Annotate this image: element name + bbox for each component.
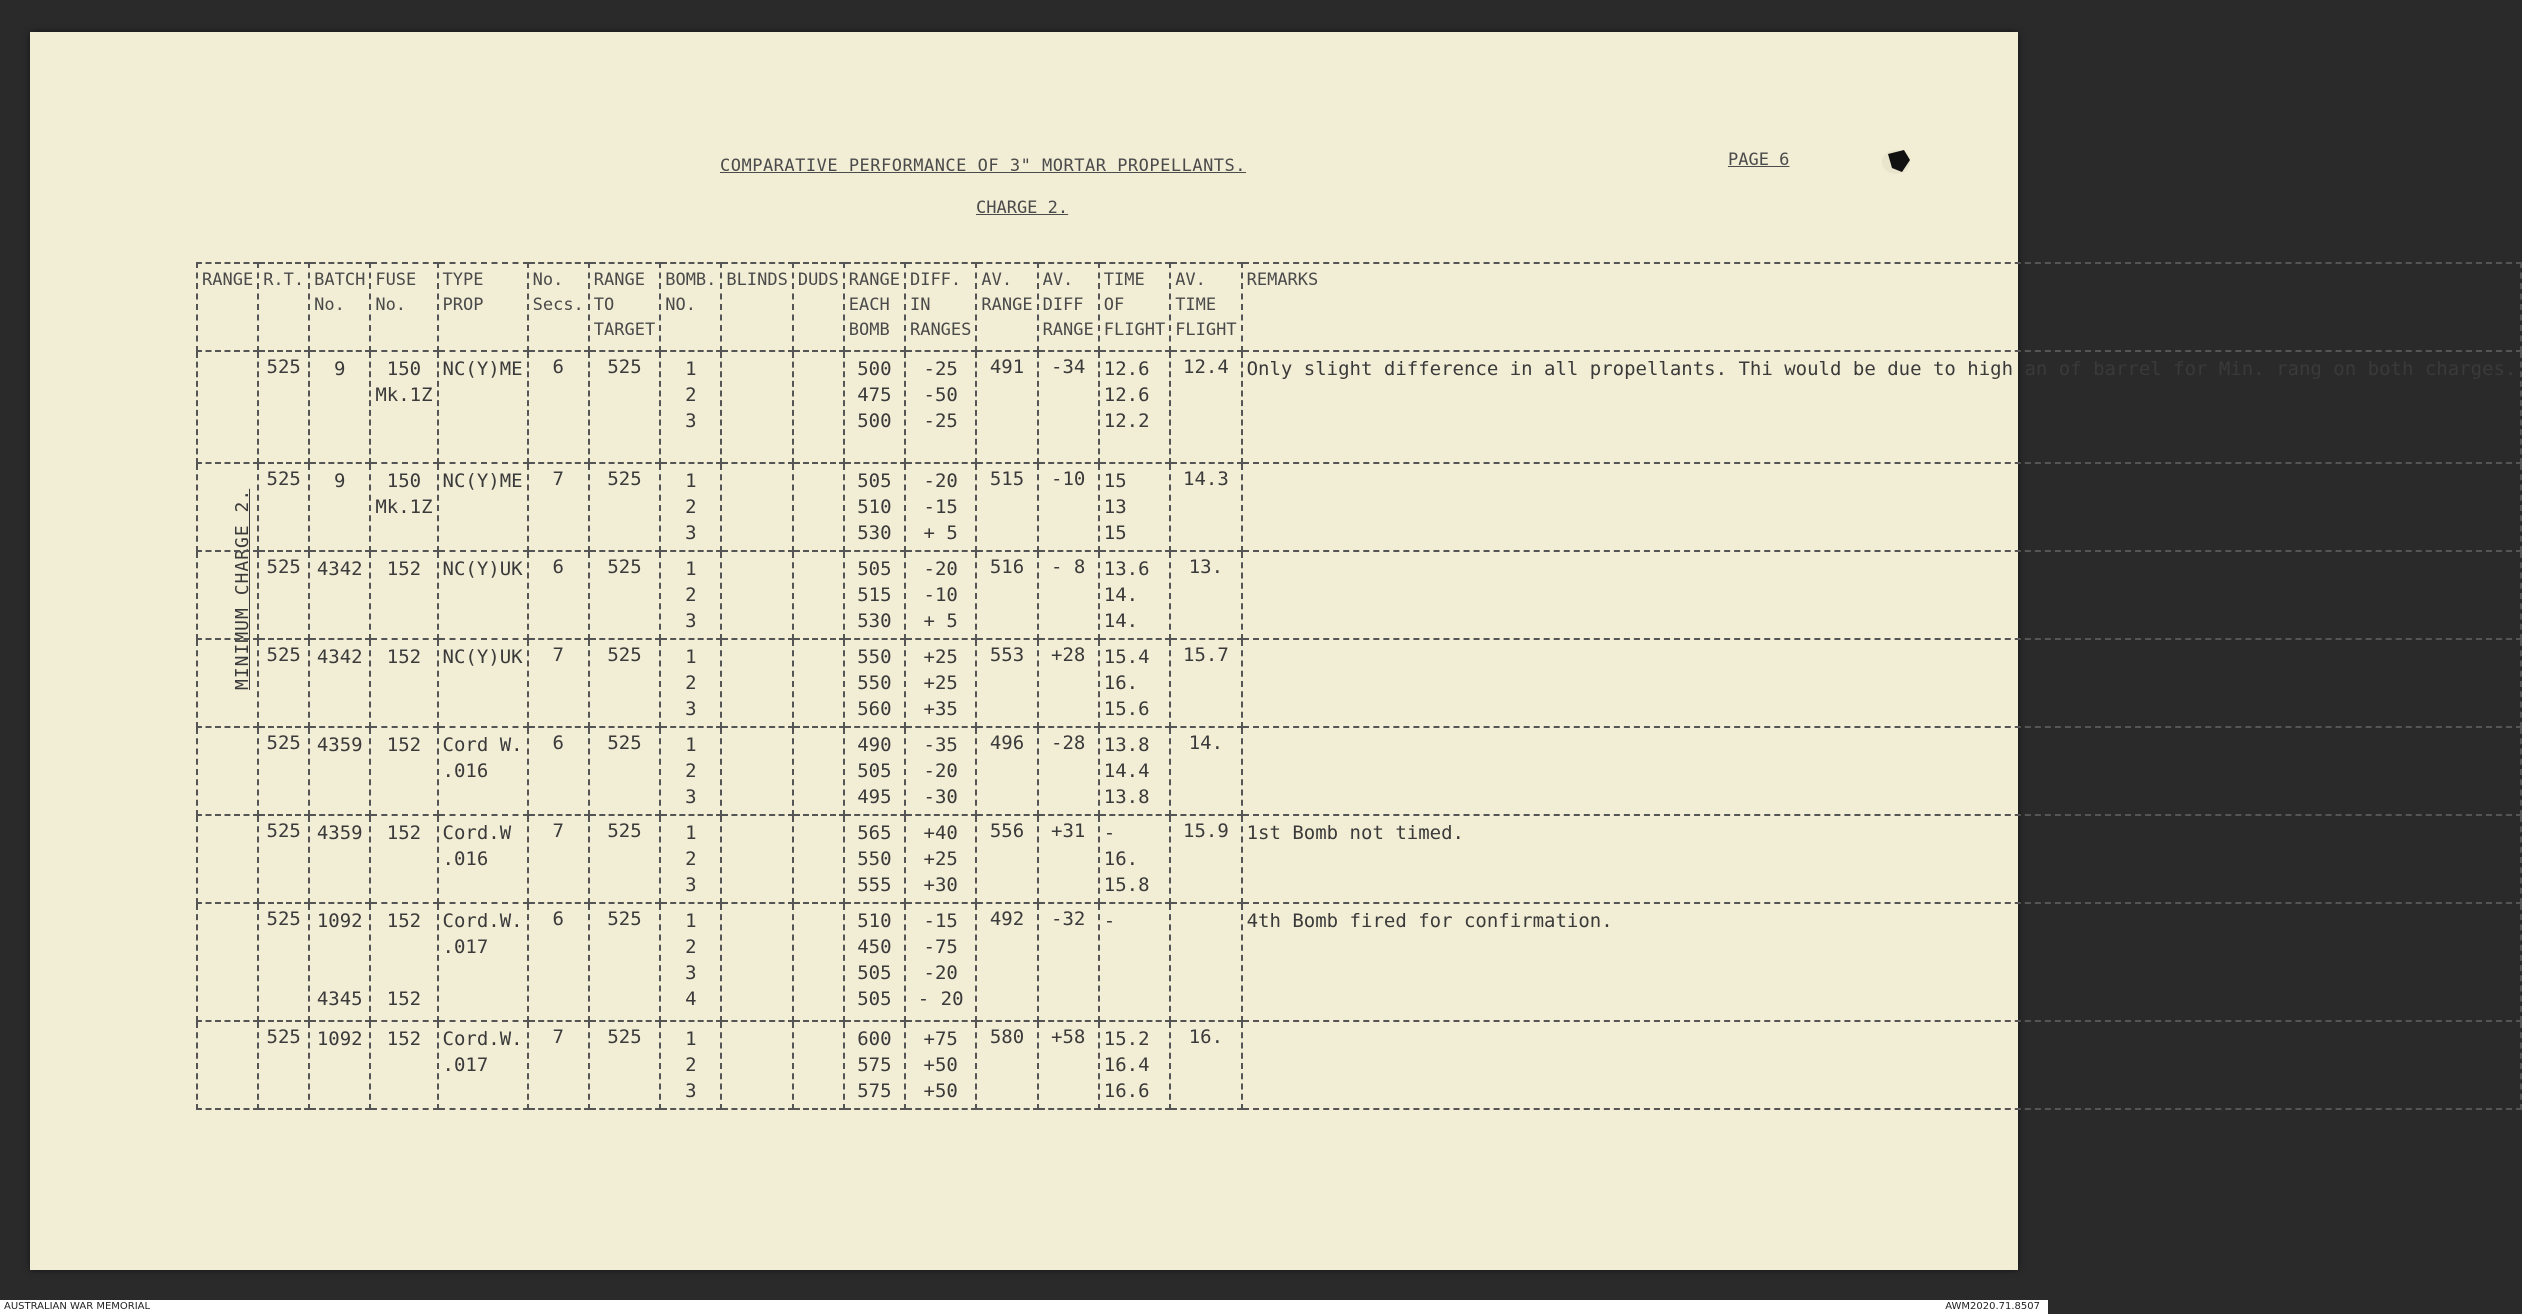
time-of-flight-cell: 13.8 14.4 13.8 — [1099, 727, 1170, 815]
table-row — [197, 727, 2521, 815]
av-diff-range-cell: +28 — [1038, 639, 1099, 727]
table-row — [197, 815, 2521, 903]
av-range-cell: 556 — [976, 815, 1037, 903]
no-secs-cell: 7 — [528, 639, 589, 727]
rt-cell: 525 — [258, 463, 309, 551]
duds-cell — [793, 1021, 844, 1109]
batch-cell: 4342 — [309, 551, 370, 639]
range-cell — [197, 351, 258, 463]
no-secs-cell: 7 — [528, 1021, 589, 1109]
staple-hole-icon — [1874, 142, 1920, 186]
av-time-flight-cell: 16. — [1170, 1021, 1241, 1109]
header-av-diff-range: AV. DIFF RANGE — [1038, 263, 1099, 351]
footer-bar — [0, 1300, 2048, 1314]
range-to-target-cell: 525 — [589, 463, 660, 551]
header-av-range: AV. RANGE — [976, 263, 1037, 351]
remarks-cell: 1st Bomb not timed. — [1242, 815, 2522, 903]
bomb-no-cell: 1 2 3 — [660, 551, 721, 639]
blinds-cell — [721, 351, 792, 463]
blinds-cell — [721, 903, 792, 1021]
blinds-cell — [721, 1021, 792, 1109]
page-number: PAGE 6 — [1728, 150, 1790, 170]
diff-in-ranges-cell: +75 +50 +50 — [905, 1021, 976, 1109]
duds-cell — [793, 551, 844, 639]
batch-cell: 9 — [309, 351, 370, 463]
av-diff-range-cell: +31 — [1038, 815, 1099, 903]
header-duds: DUDS — [793, 263, 844, 351]
no-secs-cell: 7 — [528, 815, 589, 903]
header-no-secs: No. Secs. — [528, 263, 589, 351]
duds-cell — [793, 815, 844, 903]
time-of-flight-cell: 15 13 15 — [1099, 463, 1170, 551]
fuse-cell: 150 Mk.1Z — [370, 463, 437, 551]
av-range-cell: 516 — [976, 551, 1037, 639]
av-range-cell: 553 — [976, 639, 1037, 727]
av-diff-range-cell: -34 — [1038, 351, 1099, 463]
range-to-target-cell: 525 — [589, 1021, 660, 1109]
header-range-each-bomb: RANGE EACH BOMB — [844, 263, 905, 351]
diff-in-ranges-cell: +40 +25 +30 — [905, 815, 976, 903]
header-row — [197, 263, 2521, 351]
blinds-cell — [721, 639, 792, 727]
batch-cell: 1092 4345 — [309, 903, 370, 1021]
diff-in-ranges-cell: -20 -10 + 5 — [905, 551, 976, 639]
range-each-bomb-cell: 490 505 495 — [844, 727, 905, 815]
diff-in-ranges-cell: +25 +25 +35 — [905, 639, 976, 727]
rt-cell: 525 — [258, 551, 309, 639]
no-secs-cell: 6 — [528, 903, 589, 1021]
bomb-no-cell: 1 2 3 — [660, 463, 721, 551]
av-diff-range-cell: -32 — [1038, 903, 1099, 1021]
header-type-prop: TYPE PROP — [438, 263, 528, 351]
time-of-flight-cell: 13.6 14. 14. — [1099, 551, 1170, 639]
bomb-no-cell: 1 2 3 — [660, 727, 721, 815]
duds-cell — [793, 727, 844, 815]
type-prop-cell: NC(Y)UK — [438, 551, 528, 639]
range-cell — [197, 639, 258, 727]
av-range-cell: 515 — [976, 463, 1037, 551]
av-time-flight-cell: 13. — [1170, 551, 1241, 639]
av-time-flight-cell: 14.3 — [1170, 463, 1241, 551]
remarks-cell — [1242, 1021, 2522, 1109]
range-to-target-cell: 525 — [589, 639, 660, 727]
av-range-cell: 496 — [976, 727, 1037, 815]
rt-cell: 525 — [258, 351, 309, 463]
range-each-bomb-cell: 510 450 505 505 — [844, 903, 905, 1021]
fuse-cell: 152 — [370, 639, 437, 727]
footer-institution: AUSTRALIAN WAR MEMORIAL — [4, 1301, 151, 1312]
diff-in-ranges-cell: -15 -75 -20 - 20 — [905, 903, 976, 1021]
av-time-flight-cell: 15.7 — [1170, 639, 1241, 727]
table-row — [197, 463, 2521, 551]
bomb-no-cell: 1 2 3 — [660, 639, 721, 727]
time-of-flight-cell: 15.4 16. 15.6 — [1099, 639, 1170, 727]
table-row — [197, 551, 2521, 639]
duds-cell — [793, 351, 844, 463]
type-prop-cell: NC(Y)UK — [438, 639, 528, 727]
bomb-no-cell: 1 2 3 — [660, 351, 721, 463]
blinds-cell — [721, 551, 792, 639]
av-diff-range-cell: -28 — [1038, 727, 1099, 815]
document-title: COMPARATIVE PERFORMANCE OF 3" MORTAR PROPELLANTS. — [720, 156, 1247, 176]
range-cell — [197, 1021, 258, 1109]
no-secs-cell: 7 — [528, 463, 589, 551]
av-diff-range-cell: - 8 — [1038, 551, 1099, 639]
remarks-cell: Only slight difference in all propellants. Thi would be due to high an of barrel for Min. rang on both charges. — [1242, 351, 2522, 463]
range-to-target-cell: 525 — [589, 727, 660, 815]
table-row — [197, 351, 2521, 463]
range-cell — [197, 463, 258, 551]
range-to-target-cell: 525 — [589, 551, 660, 639]
fuse-cell: 152 — [370, 815, 437, 903]
time-of-flight-cell: 15.2 16.4 16.6 — [1099, 1021, 1170, 1109]
header-fuse: FUSE No. — [370, 263, 437, 351]
fuse-cell: 152 152 — [370, 903, 437, 1021]
type-prop-cell: Cord W. .016 — [438, 727, 528, 815]
header-av-time-flight: AV. TIME FLIGHT — [1170, 263, 1241, 351]
header-range-to-target: RANGE TO TARGET — [589, 263, 660, 351]
av-time-flight-cell: 12.4 — [1170, 351, 1241, 463]
diff-in-ranges-cell: -25 -50 -25 — [905, 351, 976, 463]
header-range: RANGE — [197, 263, 258, 351]
av-time-flight-cell: 15.9 — [1170, 815, 1241, 903]
diff-in-ranges-cell: -35 -20 -30 — [905, 727, 976, 815]
bomb-no-cell: 1 2 3 4 — [660, 903, 721, 1021]
batch-cell: 4342 — [309, 639, 370, 727]
range-each-bomb-cell: 500 475 500 — [844, 351, 905, 463]
duds-cell — [793, 639, 844, 727]
remarks-cell — [1242, 551, 2522, 639]
range-cell — [197, 815, 258, 903]
type-prop-cell: Cord.W. .017 — [438, 903, 528, 1021]
type-prop-cell: Cord.W. .017 — [438, 1021, 528, 1109]
fuse-cell: 152 — [370, 1021, 437, 1109]
batch-cell: 4359 — [309, 727, 370, 815]
blinds-cell — [721, 463, 792, 551]
av-time-flight-cell: 14. — [1170, 727, 1241, 815]
header-bomb-no: BOMB. NO. — [660, 263, 721, 351]
range-each-bomb-cell: 505 515 530 — [844, 551, 905, 639]
footer-accession-number: AWM2020.71.8507 — [1945, 1301, 2040, 1312]
type-prop-cell: NC(Y)ME — [438, 351, 528, 463]
table-row — [197, 639, 2521, 727]
range-to-target-cell: 525 — [589, 815, 660, 903]
results-table — [196, 262, 2522, 1110]
av-range-cell: 492 — [976, 903, 1037, 1021]
range-each-bomb-cell: 550 550 560 — [844, 639, 905, 727]
header-remarks: REMARKS — [1242, 263, 2522, 351]
rt-cell: 525 — [258, 1021, 309, 1109]
time-of-flight-cell: - 16. 15.8 — [1099, 815, 1170, 903]
document-subtitle: CHARGE 2. — [976, 198, 1069, 218]
time-of-flight-cell: 12.6 12.6 12.2 — [1099, 351, 1170, 463]
header-time-of-flight: TIME OF FLIGHT — [1099, 263, 1170, 351]
type-prop-cell: Cord.W .016 — [438, 815, 528, 903]
minimum-charge-label: MINIMUM CHARGE 2. — [232, 488, 253, 690]
range-each-bomb-cell: 505 510 530 — [844, 463, 905, 551]
range-cell — [197, 551, 258, 639]
header-batch: BATCH No. — [309, 263, 370, 351]
header-blinds: BLINDS — [721, 263, 792, 351]
av-diff-range-cell: -10 — [1038, 463, 1099, 551]
header-rt: R.T. — [258, 263, 309, 351]
av-range-cell: 491 — [976, 351, 1037, 463]
rt-cell: 525 — [258, 903, 309, 1021]
no-secs-cell: 6 — [528, 727, 589, 815]
av-diff-range-cell: +58 — [1038, 1021, 1099, 1109]
no-secs-cell: 6 — [528, 551, 589, 639]
table-row — [197, 1021, 2521, 1109]
bomb-no-cell: 1 2 3 — [660, 815, 721, 903]
range-to-target-cell: 525 — [589, 351, 660, 463]
remarks-cell — [1242, 639, 2522, 727]
rt-cell: 525 — [258, 639, 309, 727]
range-each-bomb-cell: 565 550 555 — [844, 815, 905, 903]
duds-cell — [793, 903, 844, 1021]
duds-cell — [793, 463, 844, 551]
batch-cell: 9 — [309, 463, 370, 551]
bomb-no-cell: 1 2 3 — [660, 1021, 721, 1109]
range-cell — [197, 903, 258, 1021]
no-secs-cell: 6 — [528, 351, 589, 463]
fuse-cell: 152 — [370, 727, 437, 815]
remarks-cell: 4th Bomb fired for confirmation. — [1242, 903, 2522, 1021]
remarks-cell — [1242, 727, 2522, 815]
blinds-cell — [721, 815, 792, 903]
type-prop-cell: NC(Y)ME — [438, 463, 528, 551]
fuse-cell: 152 — [370, 551, 437, 639]
av-time-flight-cell — [1170, 903, 1241, 1021]
remarks-cell — [1242, 463, 2522, 551]
batch-cell: 4359 — [309, 815, 370, 903]
rt-cell: 525 — [258, 815, 309, 903]
fuse-cell: 150 Mk.1Z — [370, 351, 437, 463]
rt-cell: 525 — [258, 727, 309, 815]
range-each-bomb-cell: 600 575 575 — [844, 1021, 905, 1109]
blinds-cell — [721, 727, 792, 815]
av-range-cell: 580 — [976, 1021, 1037, 1109]
table-row — [197, 903, 2521, 1021]
header-diff-in-ranges: DIFF. IN RANGES — [905, 263, 976, 351]
range-to-target-cell: 525 — [589, 903, 660, 1021]
time-of-flight-cell: - — [1099, 903, 1170, 1021]
batch-cell: 1092 — [309, 1021, 370, 1109]
range-cell — [197, 727, 258, 815]
diff-in-ranges-cell: -20 -15 + 5 — [905, 463, 976, 551]
